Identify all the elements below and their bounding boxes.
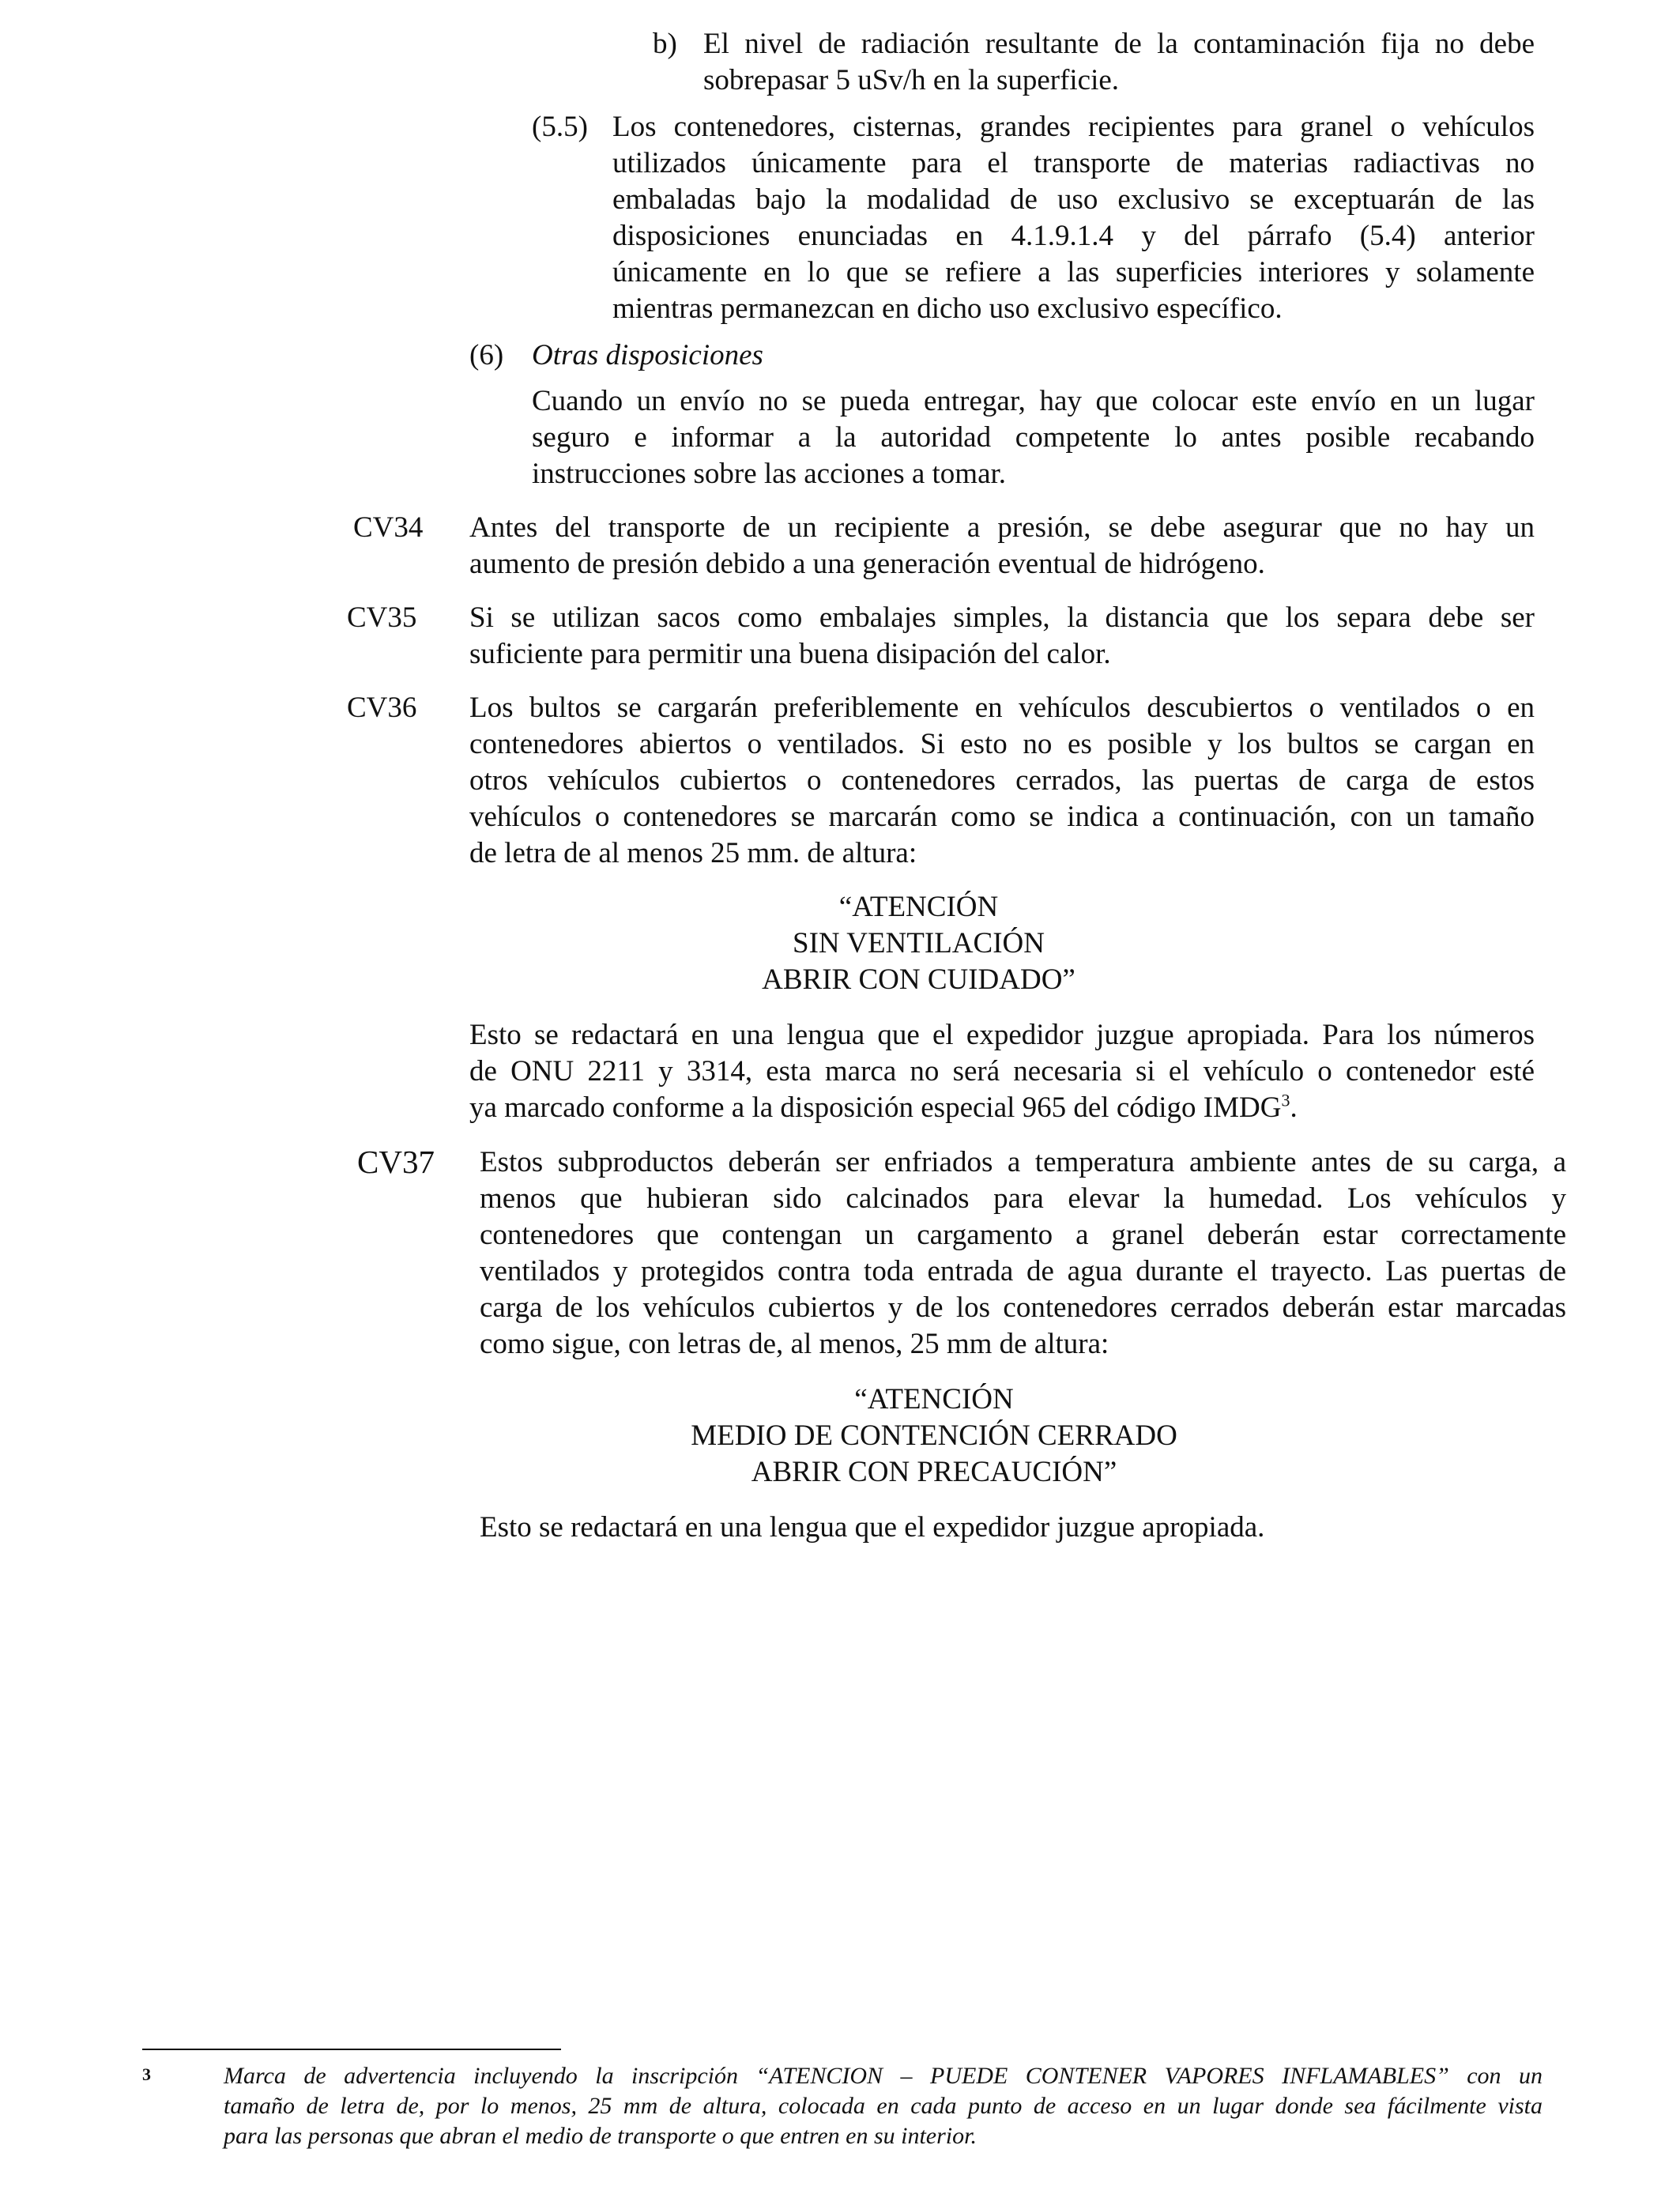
cv36-code: CV36 [347,692,417,724]
cv37-sign-line-2: MEDIO DE CONTENCIÓN CERRADO [691,1419,1177,1452]
item-5-5-line-5: únicamente en lo que se refiere a las superficies interiores y solamente [612,256,1535,288]
footnote-line-2: tamaño de letra de, por lo menos, 25 mm de altura, colocada en cada punto de acceso en un lugar donde sea fácilmente vista [224,2093,1543,2119]
item-b-label: b) [653,28,677,60]
item-6-line-2: seguro e informar a la autoridad competente lo antes posible recabando [532,421,1535,454]
cv36-line-2: contenedores abiertos o ventilados. Si esto no es posible y los bultos se cargan en [469,728,1535,760]
item-5-5-line-4: disposiciones enunciadas en 4.1.9.1.4 y del párrafo (5.4) anterior [612,220,1535,252]
cv37-sign-line-1: “ATENCIÓN [854,1383,1014,1416]
cv34-line-1: Antes del transporte de un recipiente a presión, se debe asegurar que no hay un [469,511,1535,544]
cv35-line-1: Si se utilizan sacos como embalajes simples, la distancia que los separa debe ser [469,601,1535,634]
cv36-line-4: vehículos o contenedores se marcarán como se indica a continuación, con un tamaño [469,801,1535,833]
item-5-5-label: (5.5) [532,111,588,143]
cv36-after-line-3 [469,1090,1535,1126]
cv35-line-2: suficiente para permitir una buena disipación del calor. [469,638,1111,670]
cv36-sign-line-1: “ATENCIÓN [838,891,999,923]
cv34-code: CV34 [353,511,424,544]
cv37-line-1: Estos subproductos deberán ser enfriados a temperatura ambiente antes de su carga, a [480,1146,1566,1178]
cv37-code: CV37 [357,1144,435,1180]
item-5-5-line-3: embaladas bajo la modalidad de uso exclusivo se exceptuarán de las [612,183,1535,216]
cv35-code: CV35 [347,601,417,634]
footnote-reference[interactable]: 3 [1281,1090,1290,1110]
item-6-label: (6) [469,339,504,371]
item-6-line-1: Cuando un envío no se pueda entregar, hay que colocar este envío en un lugar [532,385,1535,417]
cv34-line-2: aumento de presión debido a una generación eventual de hidrógeno. [469,548,1265,580]
cv36-after-line-2: de ONU 2211 y 3314, esta marca no será necesaria si el vehículo o contenedor esté [469,1055,1535,1088]
footnote-line-3: para las personas que abran el medio de transporte o que entren en su interior. [224,2123,977,2149]
cv37-line-2: menos que hubieran sido calcinados para elevar la humedad. Los vehículos y [480,1182,1566,1215]
cv37-line-3: contenedores que contengan un cargamento a granel deberán estar correctamente [480,1219,1566,1251]
footnote-separator [142,2049,561,2050]
item-5-5-line-1: Los contenedores, cisternas, grandes recipientes para granel o vehículos [612,111,1535,143]
cv37-line-5: carga de los vehículos cubiertos y de los contenedores cerrados deberán estar marcadas [480,1291,1566,1324]
cv36-line-3: otros vehículos cubiertos o contenedores cerrados, las puertas de carga de estos [469,764,1535,797]
footnote-number: 3 [142,2064,151,2084]
footnote-line-1: Marca de advertencia incluyendo la inscripción “ATENCION – PUEDE CONTENER VAPORES INFLAMABLES” con un [224,2063,1543,2089]
cv36-sign-line-3: ABRIR CON CUIDADO” [762,963,1075,996]
cv36-sign-line-2: SIN VENTILACIÓN [793,927,1045,959]
item-5-5-line-6: mientras permanezcan en dicho uso exclusivo específico. [612,292,1283,325]
cv36-after-line-3-text: ya marcado conforme a la disposición especial 965 del código IMDG [469,1091,1282,1124]
item-6-line-3: instrucciones sobre las acciones a tomar. [532,458,1007,490]
cv37-sign-line-3: ABRIR CON PRECAUCIÓN” [751,1456,1117,1488]
cv37-after: Esto se redactará en una lengua que el expedidor juzgue apropiada. [480,1511,1265,1544]
cv36-line-1: Los bultos se cargarán preferiblemente en vehículos descubiertos o ventilados o en [469,692,1535,724]
item-b-line-1: El nivel de radiación resultante de la contaminación fija no debe [703,28,1535,60]
item-b-line-2: sobrepasar 5 uSv/h en la superficie. [703,64,1120,96]
cv36-line-5: de letra de al menos 25 mm. de altura: [469,837,917,869]
footnote-text [224,2061,1543,2151]
cv36-after-line-3-end: . [1290,1091,1298,1124]
item-5-5-line-2: utilizados únicamente para el transporte de materias radiactivas no [612,147,1535,179]
cv37-line-4: ventilados y protegidos contra toda entrada de agua durante el trayecto. Las puertas de [480,1255,1566,1287]
cv37-line-6: como sigue, con letras de, al menos, 25 mm de altura: [480,1328,1109,1360]
item-6-heading: Otras disposiciones [532,339,763,371]
cv36-after-line-1: Esto se redactará en una lengua que el expedidor juzgue apropiada. Para los números [469,1019,1535,1051]
